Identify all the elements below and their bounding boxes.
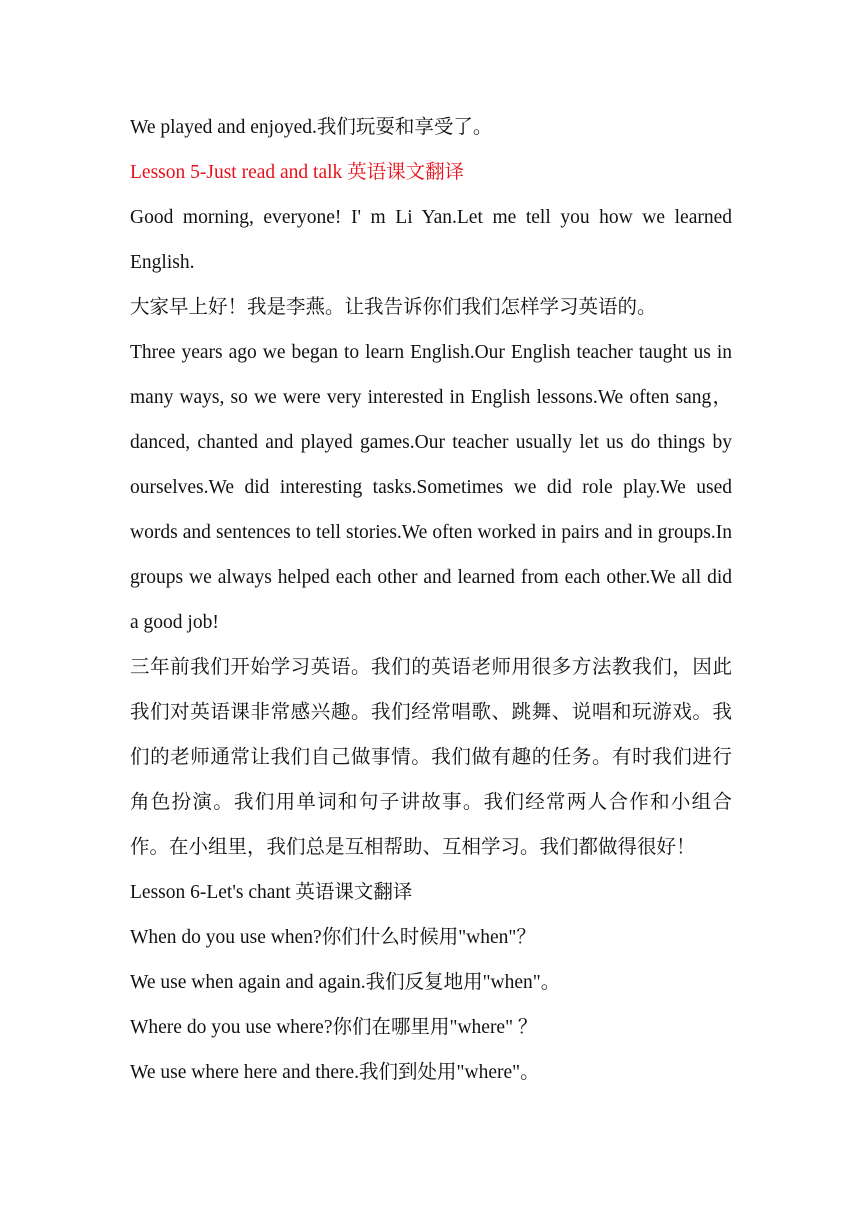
paragraph-good-morning-translation: 大家早上好！我是李燕。让我告诉你们我们怎样学习英语的。	[130, 297, 657, 318]
chant-line-3: Where do you use where?你们在哪里用"where" ？	[130, 1017, 538, 1038]
document-body	[130, 105, 732, 1095]
lesson-6-heading: Lesson 6-Let's chant 英语课文翻译	[130, 882, 413, 903]
chant-line-2: We use when again and again.我们反复地用"when"。	[130, 972, 561, 993]
paragraph-three-years-ago: Three years ago we began to learn English.Our English teacher taught us in many ways, so we were very interested in English lessons.We often sang， danced, chanted and played games.Our teacher usually let us do things by ourselves.We did interesting tasks.Sometimes we did role play.We used words and sentences to tell stories.We often worked in pairs and in groups.In groups we always helped each other and learned from each other.We all did a good job!	[130, 342, 732, 633]
chant-line-1: When do you use when?你们什么时候用"when"？	[130, 927, 536, 948]
paragraph-three-years-ago-translation: 三年前我们开始学习英语。我们的英语老师用很多方法教我们，因此我们对英语课非常感兴趣。我们经常唱歌、跳舞、说唱和玩游戏。我们的老师通常让我们自己做事情。我们做有趣的任务。有时我们进行角色扮演。我们用单词和句子讲故事。我们经常两人合作和小组合作。在小组里，我们总是互相帮助、互相学习。我们都做得很好！	[130, 657, 732, 858]
paragraph-good-morning: Good morning, everyone! I' m Li Yan.Let me tell you how we learned English.	[130, 207, 732, 273]
lesson-5-heading: Lesson 5-Just read and talk 英语课文翻译	[130, 162, 465, 183]
chant-line-4: We use where here and there.我们到处用"where"。	[130, 1062, 540, 1083]
paragraph-we-played: We played and enjoyed.我们玩耍和享受了。	[130, 117, 493, 138]
